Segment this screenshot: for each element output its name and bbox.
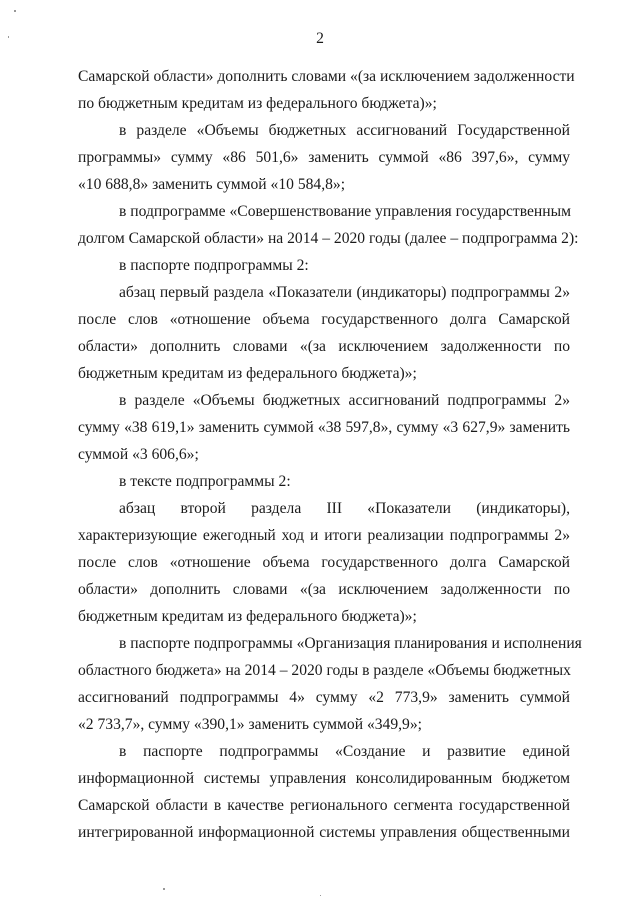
text-line: бюджетным кредитам из федерального бюджета)»; (78, 365, 417, 382)
scan-speck (8, 36, 9, 38)
text-line: в паспорте подпрограммы 2: (119, 257, 309, 274)
text-line: ассигнований подпрограммы 4» сумму «2 773,9» заменить суммой (78, 689, 570, 706)
text-line: Самарской области в качестве регионального сегмента государственной (78, 797, 570, 814)
scan-speck (320, 895, 321, 896)
scan-speck (14, 10, 16, 12)
text-line: после слов «отношение объема государственного долга Самарской (78, 311, 570, 328)
text-line: «2 733,7», сумму «390,1» заменить суммой «349,9»; (78, 716, 422, 733)
text-line: информационной системы управления консолидированным бюджетом (78, 770, 570, 787)
text-line: области» дополнить словами «(за исключением задолженности по (78, 581, 570, 598)
text-line: «10 688,8» заменить суммой «10 584,8»; (78, 176, 346, 193)
text-line: характеризующие ежегодный ход и итоги реализации подпрограммы 2» (78, 527, 570, 544)
page-number: 2 (316, 30, 324, 47)
text-line: программы» сумму «86 501,6» заменить суммой «86 397,6», сумму (78, 149, 570, 166)
text-line: по бюджетным кредитам из федерального бюджета)»; (78, 95, 437, 112)
text-line: областного бюджета» на 2014 – 2020 годы в разделе «Объемы бюджетных (78, 662, 571, 679)
scan-speck (163, 888, 165, 890)
text-line: абзац второй раздела III «Показатели (индикаторы), (119, 500, 570, 517)
text-line: в подпрограмме «Совершенствование управления государственным (119, 203, 571, 220)
text-line: в тексте подпрограммы 2: (119, 473, 291, 490)
text-line: долгом Самарской области» на 2014 – 2020 годы (далее – подпрограмма 2): (78, 230, 579, 247)
text-line: в паспорте подпрограммы «Создание и развитие единой (119, 743, 570, 760)
text-line: суммой «3 606,6»; (78, 446, 199, 463)
text-line: Самарской области» дополнить словами «(за исключением задолженности (78, 68, 575, 85)
text-line: бюджетным кредитам из федерального бюджета)»; (78, 608, 417, 625)
text-line: абзац первый раздела «Показатели (индикаторы) подпрограммы 2» (119, 284, 570, 301)
text-line: сумму «38 619,1» заменить суммой «38 597,8», сумму «3 627,9» заменить (78, 419, 570, 436)
text-line: в разделе «Объемы бюджетных ассигнований Государственной (119, 122, 570, 139)
text-line: после слов «отношение объема государственного долга Самарской (78, 554, 570, 571)
text-line: интегрированной информационной системы управления общественными (78, 824, 570, 841)
text-line: области» дополнить словами «(за исключением задолженности по (78, 338, 570, 355)
text-line: в разделе «Объемы бюджетных ассигнований подпрограммы 2» (119, 392, 570, 409)
text-line: в паспорте подпрограммы «Организация планирования и исполнения (119, 635, 582, 652)
